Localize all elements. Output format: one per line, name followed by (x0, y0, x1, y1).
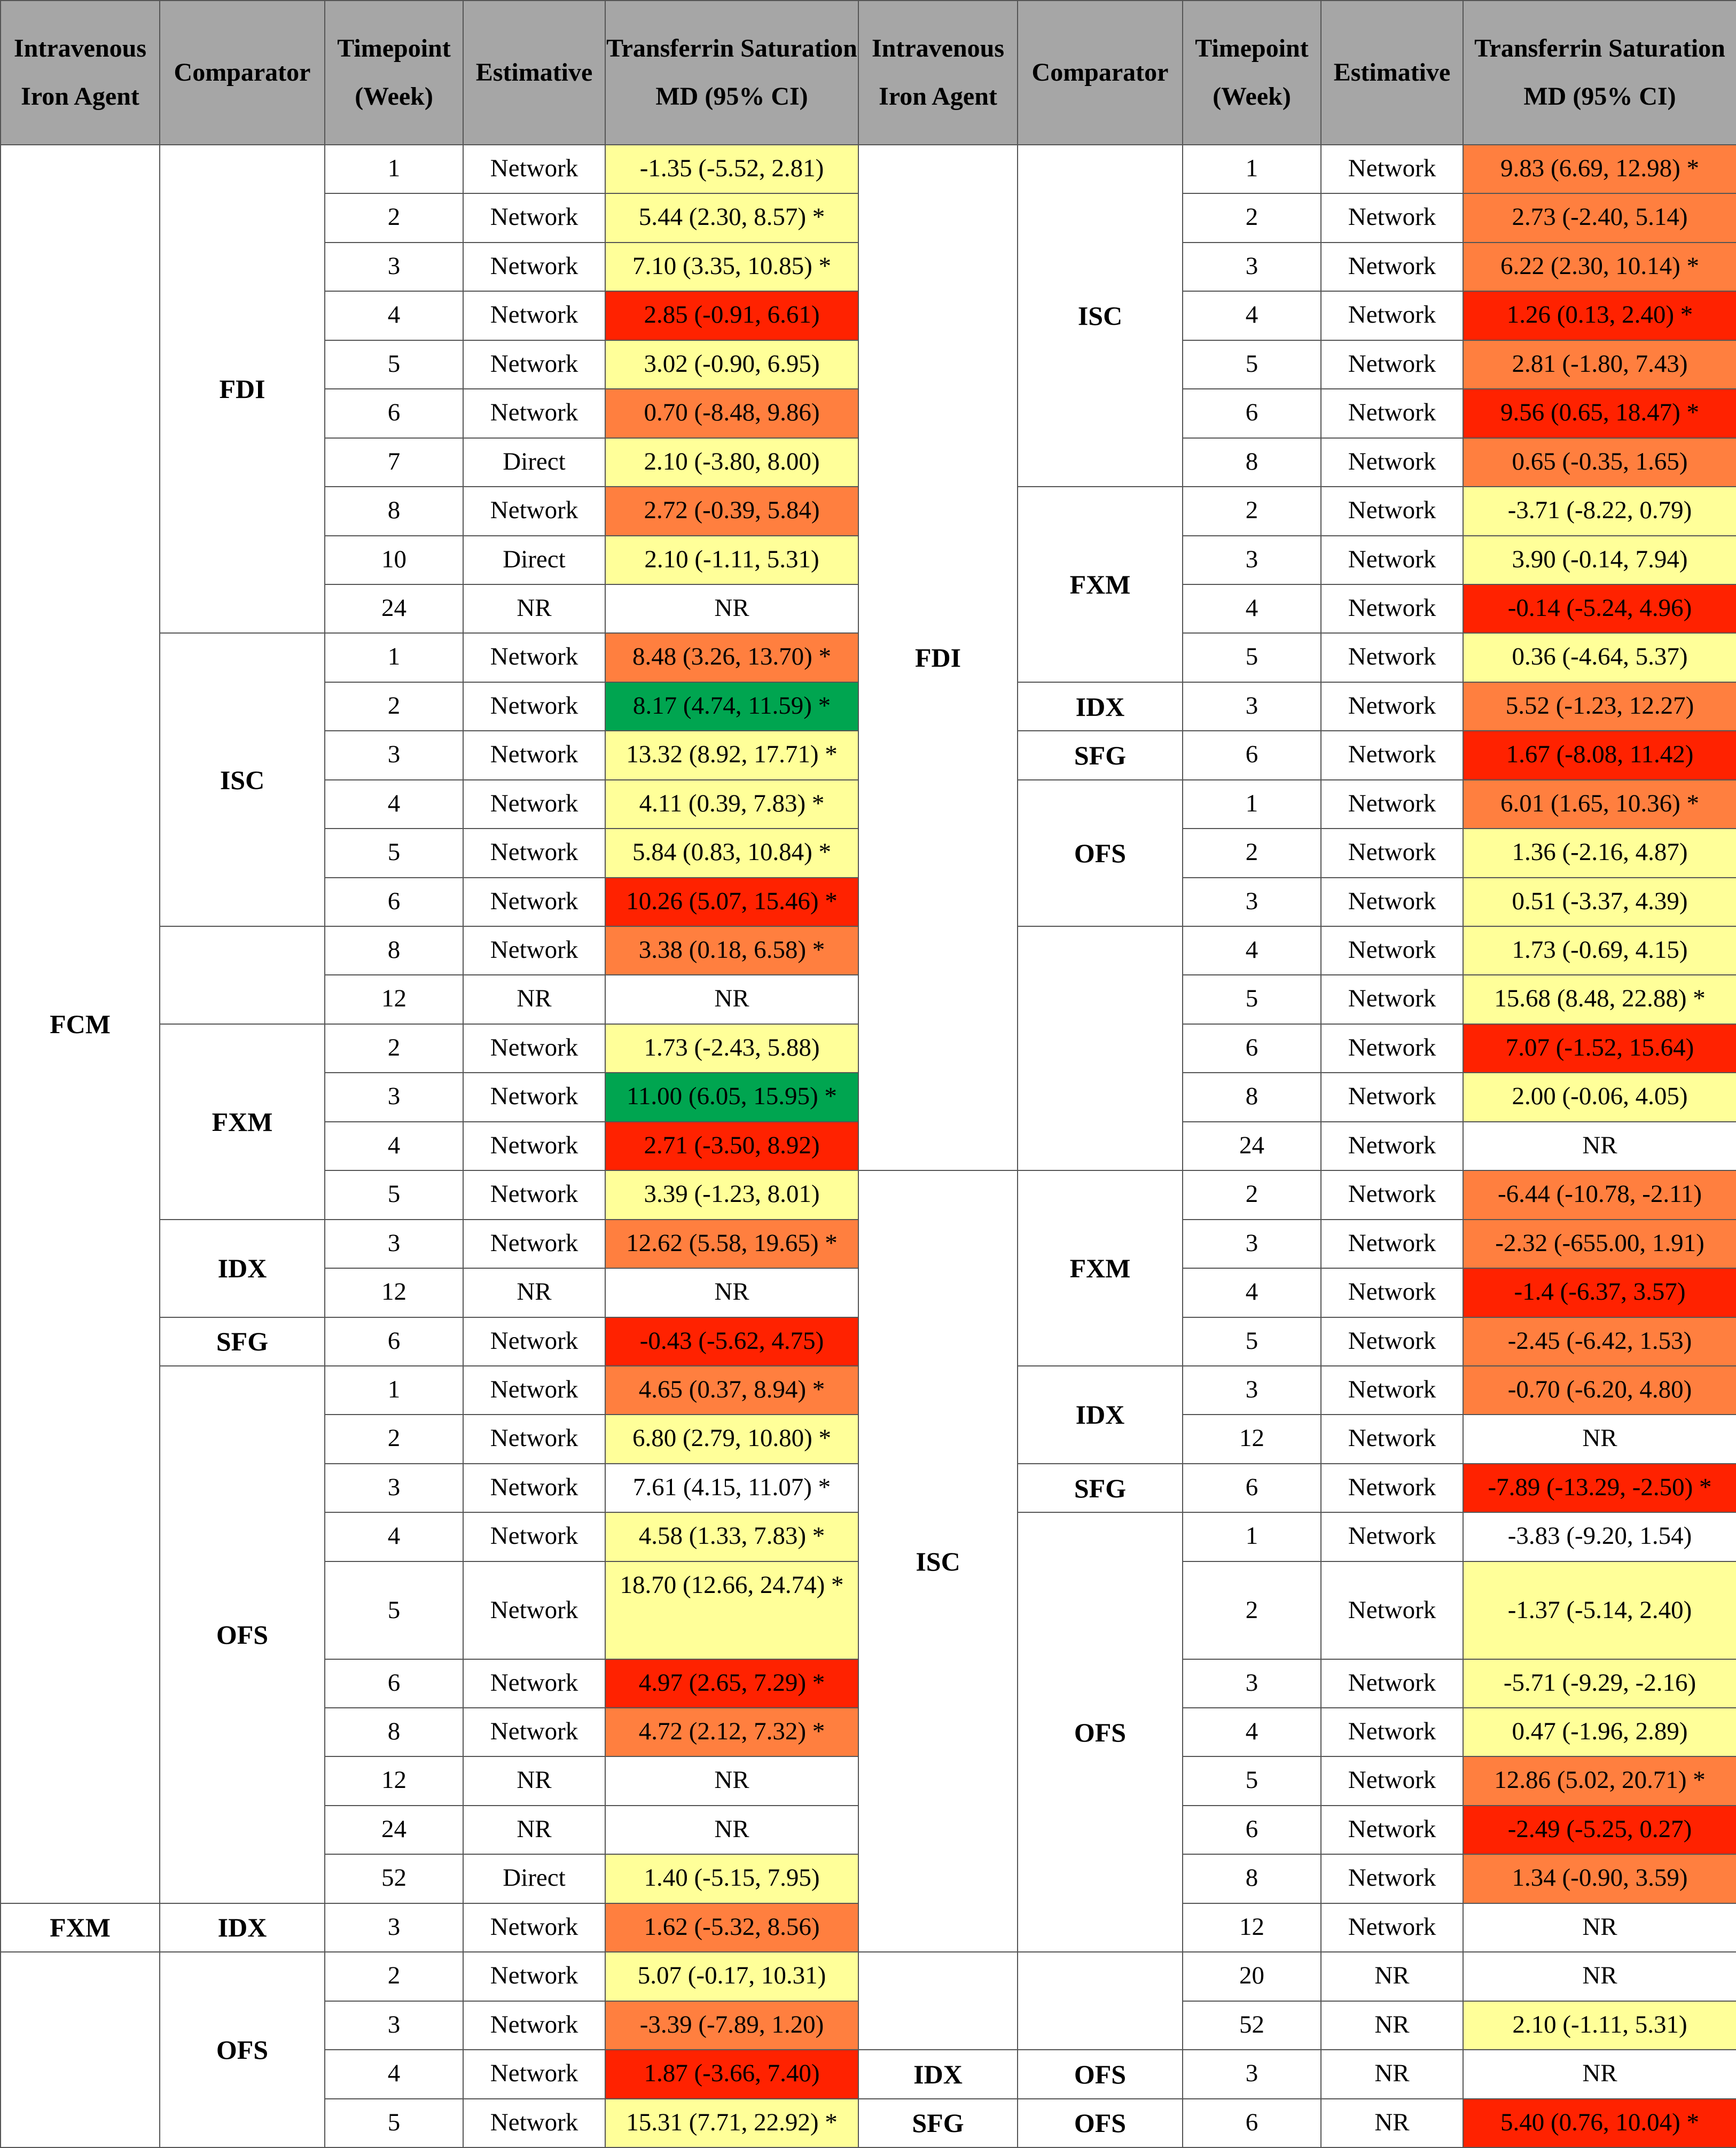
md-cell: 10.26 (5.07, 15.46) * (605, 878, 858, 926)
md-cell: 5.84 (0.83, 10.84) * (605, 829, 858, 877)
estimative-cell: Network (1321, 1708, 1463, 1756)
md-cell: -5.71 (-9.29, -2.16) (1463, 1659, 1736, 1708)
md-cell: 1.36 (-2.16, 4.87) (1463, 829, 1736, 877)
md-cell: 4.97 (2.65, 7.29) * (605, 1659, 858, 1708)
md-cell: 3.39 (-1.23, 8.01) (605, 1170, 858, 1219)
estimative-cell: Network (1321, 829, 1463, 877)
timepoint-cell: 10 (325, 536, 463, 584)
timepoint-cell: 4 (1183, 1268, 1321, 1317)
table-row (1, 145, 1736, 193)
estimative-cell: Network (463, 1512, 605, 1561)
md-cell: -0.43 (-5.62, 4.75) (605, 1317, 858, 1366)
timepoint-cell: 12 (325, 1268, 463, 1317)
estimative-cell: Network (463, 389, 605, 438)
agent-cell: SFG (858, 2099, 1018, 2147)
timepoint-cell: 3 (1183, 2050, 1321, 2098)
estimative-cell: Network (463, 2050, 605, 2098)
md-cell: 7.61 (4.15, 11.07) * (605, 1464, 858, 1512)
timepoint-cell: 3 (1183, 878, 1321, 926)
estimative-cell: NR (1321, 1952, 1463, 2001)
timepoint-cell: 3 (1183, 1220, 1321, 1268)
estimative-cell: Network (1321, 340, 1463, 389)
comparator-cell: OFS (1018, 780, 1183, 926)
timepoint-cell: 2 (1183, 487, 1321, 535)
timepoint-cell: 2 (1183, 829, 1321, 877)
md-cell: 2.71 (-3.50, 8.92) (605, 1122, 858, 1170)
header-comparator: Comparator (160, 1, 325, 145)
md-cell: NR (605, 1806, 858, 1854)
estimative-cell: Network (1321, 193, 1463, 242)
md-cell: 1.67 (-8.08, 11.42) (1463, 731, 1736, 779)
header-estimative: Estimative (463, 1, 605, 145)
md-cell: 1.34 (-0.90, 3.59) (1463, 1854, 1736, 1903)
timepoint-cell: 5 (1183, 340, 1321, 389)
header-tsat: Transferrin Saturation MD (95% CI) (1463, 1, 1736, 145)
timepoint-cell: 52 (1183, 2001, 1321, 2050)
estimative-cell: Network (463, 829, 605, 877)
estimative-cell: Network (1321, 291, 1463, 340)
agent-cell: IDX (858, 2050, 1018, 2098)
timepoint-cell: 3 (325, 243, 463, 291)
table-row (1, 1952, 1736, 2001)
md-cell: -1.35 (-5.52, 2.81) (605, 145, 858, 193)
estimative-cell: Network (1321, 1806, 1463, 1854)
timepoint-cell: 4 (1183, 1708, 1321, 1756)
timepoint-cell: 12 (1183, 1903, 1321, 1952)
comparator-cell: FXM (160, 1024, 325, 1220)
timepoint-cell: 3 (1183, 1366, 1321, 1415)
estimative-cell: Network (1321, 1464, 1463, 1512)
timepoint-cell: 2 (1183, 1170, 1321, 1219)
estimative-cell: Network (463, 878, 605, 926)
md-cell: 1.87 (-3.66, 7.40) (605, 2050, 858, 2098)
header-agent: Intravenous Iron Agent (1, 1, 160, 145)
timepoint-cell: 5 (325, 829, 463, 877)
estimative-cell: NR (1321, 2001, 1463, 2050)
estimative-cell: Network (1321, 145, 1463, 193)
comparator-cell: SFG (160, 1317, 325, 1366)
md-cell: 2.72 (-0.39, 5.84) (605, 487, 858, 535)
md-cell: -7.89 (-13.29, -2.50) * (1463, 1464, 1736, 1512)
timepoint-cell: 6 (325, 389, 463, 438)
md-cell: 6.01 (1.65, 10.36) * (1463, 780, 1736, 829)
timepoint-cell: 8 (325, 926, 463, 975)
md-cell: NR (1463, 1415, 1736, 1463)
md-cell: -3.83 (-9.20, 1.54) (1463, 1512, 1736, 1561)
estimative-cell: Network (1321, 584, 1463, 633)
agent-cell: ISC (858, 1170, 1018, 1952)
timepoint-cell: 4 (1183, 291, 1321, 340)
agent-cell: FCM (1, 145, 160, 1903)
timepoint-cell: 8 (325, 1708, 463, 1756)
estimative-cell: Network (463, 1708, 605, 1756)
estimative-cell: Network (463, 1659, 605, 1708)
timepoint-cell: 2 (325, 682, 463, 731)
md-cell: 4.11 (0.39, 7.83) * (605, 780, 858, 829)
md-cell: NR (1463, 1122, 1736, 1170)
md-cell: 1.26 (0.13, 2.40) * (1463, 291, 1736, 340)
md-cell: -3.71 (-8.22, 0.79) (1463, 487, 1736, 535)
timepoint-cell: 3 (1183, 243, 1321, 291)
comparator-cell: ISC (160, 633, 325, 926)
comparator-cell: OFS (1018, 1512, 1183, 1952)
estimative-cell: Network (1321, 1073, 1463, 1121)
estimative-cell: Network (1321, 1756, 1463, 1805)
md-cell: NR (605, 1756, 858, 1805)
comparator-cell: SFG (1018, 1464, 1183, 1512)
estimative-cell: Network (463, 1366, 605, 1415)
timepoint-cell: 6 (1183, 731, 1321, 779)
comparator-cell: IDX (1018, 682, 1183, 731)
timepoint-cell: 24 (1183, 1122, 1321, 1170)
agent-cell: FDI (858, 145, 1018, 1170)
md-cell: 5.07 (-0.17, 10.31) (605, 1952, 858, 2001)
md-cell: 0.65 (-0.35, 1.65) (1463, 438, 1736, 487)
timepoint-cell: 52 (325, 1854, 463, 1903)
md-cell: 7.10 (3.35, 10.85) * (605, 243, 858, 291)
estimative-cell: Network (463, 1415, 605, 1463)
md-cell: 6.22 (2.30, 10.14) * (1463, 243, 1736, 291)
estimative-cell: Network (1321, 243, 1463, 291)
estimative-cell: Network (1321, 389, 1463, 438)
estimative-cell: Network (463, 1464, 605, 1512)
timepoint-cell: 3 (1183, 1659, 1321, 1708)
comparator-cell: OFS (1018, 2099, 1183, 2147)
timepoint-cell: 20 (1183, 1952, 1321, 2001)
estimative-cell: Network (1321, 633, 1463, 682)
estimative-cell: Network (1321, 1903, 1463, 1952)
estimative-cell: Network (1321, 780, 1463, 829)
estimative-cell: Network (1321, 682, 1463, 731)
timepoint-cell: 6 (1183, 1806, 1321, 1854)
estimative-cell: Direct (463, 536, 605, 584)
estimative-cell: NR (463, 1268, 605, 1317)
timepoint-cell: 4 (1183, 926, 1321, 975)
estimative-cell: Network (1321, 487, 1463, 535)
md-cell: 2.10 (-3.80, 8.00) (605, 438, 858, 487)
comparator-cell: FXM (1018, 487, 1183, 682)
estimative-cell: Network (463, 1024, 605, 1073)
comparator-cell: OFS (1018, 2050, 1183, 2098)
timepoint-cell: 3 (325, 1073, 463, 1121)
timepoint-cell: 7 (325, 438, 463, 487)
estimative-cell: Network (1321, 1512, 1463, 1561)
estimative-cell: NR (463, 1806, 605, 1854)
agent-cell: FXM (1, 1903, 160, 1952)
md-cell: 2.10 (-1.11, 5.31) (605, 536, 858, 584)
timepoint-cell: 6 (1183, 1464, 1321, 1512)
estimative-cell: Network (463, 780, 605, 829)
timepoint-cell: 6 (325, 878, 463, 926)
md-cell: -0.14 (-5.24, 4.96) (1463, 584, 1736, 633)
md-cell: 2.81 (-1.80, 7.43) (1463, 340, 1736, 389)
comparator-cell (1018, 926, 1183, 1170)
md-cell: 15.68 (8.48, 22.88) * (1463, 975, 1736, 1024)
timepoint-cell: 4 (1183, 584, 1321, 633)
timepoint-cell: 6 (325, 1317, 463, 1366)
comparator-cell: OFS (160, 1952, 325, 2147)
estimative-cell: Network (1321, 438, 1463, 487)
md-cell: 8.48 (3.26, 13.70) * (605, 633, 858, 682)
comparator-cell: FDI (160, 145, 325, 633)
header-tsat: Transferrin Saturation MD (95% CI) (605, 1, 858, 145)
timepoint-cell: 12 (325, 1756, 463, 1805)
md-cell: 1.62 (-5.32, 8.56) (605, 1903, 858, 1952)
md-cell: -3.39 (-7.89, 1.20) (605, 2001, 858, 2050)
timepoint-cell: 2 (1183, 1561, 1321, 1659)
estimative-cell: Network (463, 291, 605, 340)
timepoint-cell: 4 (325, 291, 463, 340)
timepoint-cell: 5 (1183, 1756, 1321, 1805)
md-cell: 1.73 (-2.43, 5.88) (605, 1024, 858, 1073)
comparator-cell: ISC (1018, 145, 1183, 487)
md-cell: 5.52 (-1.23, 12.27) (1463, 682, 1736, 731)
agent-cell (858, 1952, 1018, 2050)
md-cell: 0.36 (-4.64, 5.37) (1463, 633, 1736, 682)
timepoint-cell: 3 (325, 1220, 463, 1268)
md-cell: 4.58 (1.33, 7.83) * (605, 1512, 858, 1561)
timepoint-cell: 24 (325, 584, 463, 633)
estimative-cell: NR (1321, 2050, 1463, 2098)
table-body (1, 145, 1736, 2147)
timepoint-cell: 8 (325, 487, 463, 535)
timepoint-cell: 6 (1183, 1024, 1321, 1073)
comparator-cell: IDX (1018, 1366, 1183, 1464)
timepoint-cell: 8 (1183, 438, 1321, 487)
md-cell: 4.72 (2.12, 7.32) * (605, 1708, 858, 1756)
estimative-cell: Network (463, 1317, 605, 1366)
estimative-cell: Network (463, 2001, 605, 2050)
comparator-cell: SFG (1018, 731, 1183, 779)
timepoint-cell: 4 (325, 780, 463, 829)
timepoint-cell: 5 (325, 1170, 463, 1219)
timepoint-cell: 8 (1183, 1854, 1321, 1903)
md-cell: 0.47 (-1.96, 2.89) (1463, 1708, 1736, 1756)
md-cell: NR (1463, 2050, 1736, 2098)
timepoint-cell: 12 (325, 975, 463, 1024)
timepoint-cell: 3 (325, 1903, 463, 1952)
estimative-cell: Network (463, 682, 605, 731)
estimative-cell: NR (463, 1756, 605, 1805)
timepoint-cell: 6 (325, 1659, 463, 1708)
estimative-cell: Network (463, 1952, 605, 2001)
md-cell: -2.45 (-6.42, 1.53) (1463, 1317, 1736, 1366)
md-cell: 1.40 (-5.15, 7.95) (605, 1854, 858, 1903)
comparator-cell: IDX (160, 1220, 325, 1317)
md-cell: 7.07 (-1.52, 15.64) (1463, 1024, 1736, 1073)
md-cell: 3.90 (-0.14, 7.94) (1463, 536, 1736, 584)
md-cell: 15.31 (7.71, 22.92) * (605, 2099, 858, 2147)
estimative-cell: Network (1321, 1122, 1463, 1170)
md-cell: -0.70 (-6.20, 4.80) (1463, 1366, 1736, 1415)
timepoint-cell: 4 (325, 2050, 463, 2098)
estimative-cell: Network (463, 1561, 605, 1659)
comparator-cell (1018, 1952, 1183, 2050)
timepoint-cell: 1 (325, 633, 463, 682)
estimative-cell: Network (1321, 1024, 1463, 1073)
md-cell: 2.85 (-0.91, 6.61) (605, 291, 858, 340)
estimative-cell: Network (463, 633, 605, 682)
header-row (1, 1, 1736, 145)
timepoint-cell: 5 (325, 340, 463, 389)
agent-cell (1, 1952, 160, 2147)
estimative-cell: Network (463, 731, 605, 779)
md-cell: -2.49 (-5.25, 0.27) (1463, 1806, 1736, 1854)
md-cell: NR (1463, 1903, 1736, 1952)
md-cell: NR (605, 1268, 858, 1317)
timepoint-cell: 24 (325, 1806, 463, 1854)
estimative-cell: Network (1321, 1170, 1463, 1219)
estimative-cell: Network (463, 1220, 605, 1268)
comparator-cell: IDX (160, 1903, 325, 1952)
timepoint-cell: 6 (1183, 2099, 1321, 2147)
md-cell: 5.40 (0.76, 10.04) * (1463, 2099, 1736, 2147)
timepoint-cell: 3 (325, 731, 463, 779)
md-cell: NR (605, 975, 858, 1024)
timepoint-cell: 4 (325, 1512, 463, 1561)
md-cell: -1.4 (-6.37, 3.57) (1463, 1268, 1736, 1317)
estimative-cell: Network (1321, 536, 1463, 584)
header-timepoint: Timepoint (Week) (1183, 1, 1321, 145)
estimative-cell: Network (1321, 926, 1463, 975)
md-cell: 8.17 (4.74, 11.59) * (605, 682, 858, 731)
md-cell: 13.32 (8.92, 17.71) * (605, 731, 858, 779)
estimative-cell: Direct (463, 438, 605, 487)
estimative-cell: Network (463, 1170, 605, 1219)
timepoint-cell: 1 (1183, 145, 1321, 193)
md-cell: 6.80 (2.79, 10.80) * (605, 1415, 858, 1463)
timepoint-cell: 12 (1183, 1415, 1321, 1463)
estimative-cell: Network (1321, 975, 1463, 1024)
md-cell: 0.51 (-3.37, 4.39) (1463, 878, 1736, 926)
estimative-cell: Network (1321, 1220, 1463, 1268)
md-cell: -1.37 (-5.14, 2.40) (1463, 1561, 1736, 1659)
estimative-cell: NR (463, 584, 605, 633)
estimative-cell: Direct (463, 1854, 605, 1903)
estimative-cell: NR (1321, 2099, 1463, 2147)
timepoint-cell: 3 (325, 2001, 463, 2050)
md-cell: 12.86 (5.02, 20.71) * (1463, 1756, 1736, 1805)
md-cell: 5.44 (2.30, 8.57) * (605, 193, 858, 242)
md-cell: -6.44 (-10.78, -2.11) (1463, 1170, 1736, 1219)
timepoint-cell: 2 (1183, 193, 1321, 242)
estimative-cell: Network (463, 2099, 605, 2147)
timepoint-cell: 5 (325, 1561, 463, 1659)
timepoint-cell: 8 (1183, 1073, 1321, 1121)
md-cell: NR (1463, 1952, 1736, 2001)
comparator-cell: FXM (1018, 1170, 1183, 1366)
timepoint-cell: 3 (1183, 536, 1321, 584)
md-cell: 3.02 (-0.90, 6.95) (605, 340, 858, 389)
estimative-cell: Network (1321, 1659, 1463, 1708)
timepoint-cell: 3 (1183, 682, 1321, 731)
timepoint-cell: 2 (325, 1024, 463, 1073)
md-cell: 0.70 (-8.48, 9.86) (605, 389, 858, 438)
comparator-cell: OFS (160, 1366, 325, 1903)
estimative-cell: Network (1321, 731, 1463, 779)
md-cell: -2.32 (-655.00, 1.91) (1463, 1220, 1736, 1268)
estimative-cell: Network (463, 1122, 605, 1170)
estimative-cell: Network (463, 145, 605, 193)
estimative-cell: Network (463, 1903, 605, 1952)
estimative-cell: Network (1321, 1317, 1463, 1366)
header-estimative: Estimative (1321, 1, 1463, 145)
md-cell: 2.10 (-1.11, 5.31) (1463, 2001, 1736, 2050)
timepoint-cell: 5 (325, 2099, 463, 2147)
estimative-cell: Network (463, 340, 605, 389)
timepoint-cell: 4 (325, 1122, 463, 1170)
estimative-cell: Network (1321, 1854, 1463, 1903)
estimative-cell: Network (463, 193, 605, 242)
header-comparator: Comparator (1018, 1, 1183, 145)
estimative-cell: Network (463, 243, 605, 291)
timepoint-cell: 1 (1183, 780, 1321, 829)
estimative-cell: Network (463, 1073, 605, 1121)
timepoint-cell: 5 (1183, 633, 1321, 682)
md-cell: 3.38 (0.18, 6.58) * (605, 926, 858, 975)
estimative-cell: Network (463, 487, 605, 535)
header-timepoint: Timepoint (Week) (325, 1, 463, 145)
estimative-cell: Network (1321, 1268, 1463, 1317)
md-cell: 12.62 (5.58, 19.65) * (605, 1220, 858, 1268)
timepoint-cell: 3 (325, 1464, 463, 1512)
md-cell: 18.70 (12.66, 24.74) * (605, 1561, 858, 1659)
md-cell: 2.00 (-0.06, 4.05) (1463, 1073, 1736, 1121)
timepoint-cell: 2 (325, 1952, 463, 2001)
md-cell: 9.56 (0.65, 18.47) * (1463, 389, 1736, 438)
timepoint-cell: 5 (1183, 975, 1321, 1024)
md-cell: 1.73 (-0.69, 4.15) (1463, 926, 1736, 975)
estimative-cell: Network (1321, 1561, 1463, 1659)
timepoint-cell: 1 (1183, 1512, 1321, 1561)
md-cell: 11.00 (6.05, 15.95) * (605, 1073, 858, 1121)
estimative-cell: Network (1321, 878, 1463, 926)
timepoint-cell: 5 (1183, 1317, 1321, 1366)
md-cell: 2.73 (-2.40, 5.14) (1463, 193, 1736, 242)
md-cell: 9.83 (6.69, 12.98) * (1463, 145, 1736, 193)
estimative-cell: NR (463, 975, 605, 1024)
md-cell: NR (605, 584, 858, 633)
estimative-cell: Network (463, 926, 605, 975)
estimative-cell: Network (1321, 1366, 1463, 1415)
timepoint-cell: 6 (1183, 389, 1321, 438)
estimative-cell: Network (1321, 1415, 1463, 1463)
header-agent: Intravenous Iron Agent (858, 1, 1018, 145)
timepoint-cell: 1 (325, 1366, 463, 1415)
timepoint-cell: 2 (325, 193, 463, 242)
md-cell: 4.65 (0.37, 8.94) * (605, 1366, 858, 1415)
timepoint-cell: 1 (325, 145, 463, 193)
timepoint-cell: 2 (325, 1415, 463, 1463)
comparator-cell (160, 926, 325, 1024)
